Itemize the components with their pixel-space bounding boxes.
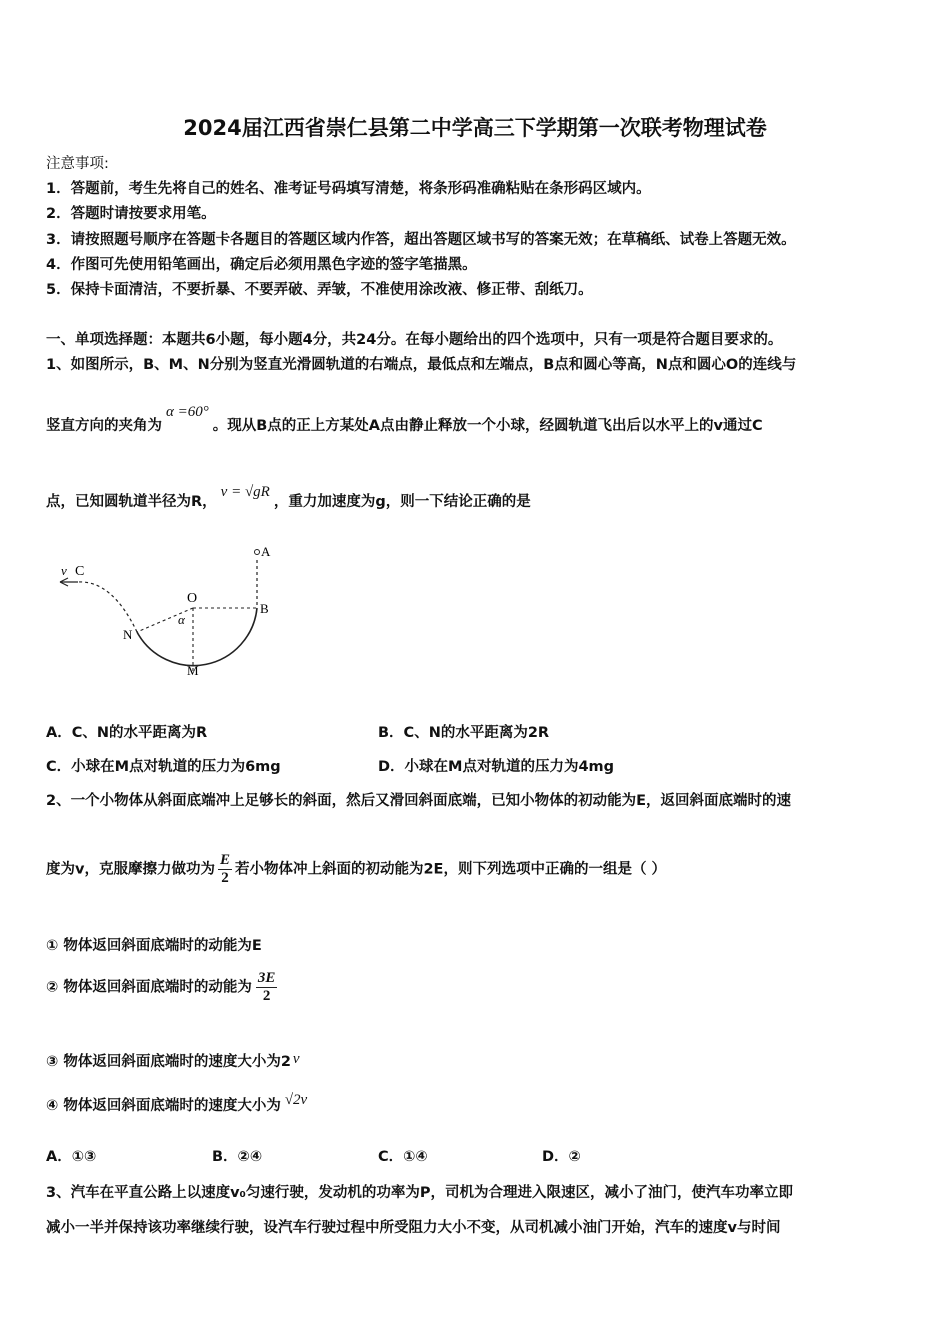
- q3-line1: 3、汽车在平直公路上以速度v₀匀速行驶，发动机的功率为P，司机为合理进入限速区，减小了油门，使汽车功率立即: [46, 1185, 794, 1201]
- section-heading: 一、单项选择题：本题共6小题，每小题4分，共24分。在每小题给出的四个选项中，只有一项是符合题目要求的。: [46, 332, 783, 348]
- q1-line1: 1、如图所示，B、M、N分别为竖直光滑圆轨道的右端点，最低点和左端点，B点和圆心等高，N点和圆心O的连线与: [46, 357, 797, 373]
- work-fraction: [218, 852, 232, 887]
- energy-fraction-num: 3E: [257, 970, 276, 986]
- notice-item-4: 4．作图可先使用铅笔画出，确定后必须用黑色字迹的签字笔描黑。: [46, 257, 477, 273]
- q1-option-d: D．小球在M点对轨道的压力为4mg: [378, 759, 615, 775]
- work-fraction-den: 2: [218, 869, 232, 887]
- q2-option-b: B．②④: [212, 1149, 263, 1165]
- notice-item-5: 5．保持卡面清洁，不要折暴、不要弄破、弄皱，不准使用涂改液、修正带、刮纸刀。: [46, 282, 593, 298]
- label-n: N: [123, 627, 133, 642]
- q2-option-d: D．②: [542, 1149, 581, 1165]
- velocity-symbol: v: [292, 1051, 300, 1067]
- q2-option-a: A．①③: [46, 1149, 97, 1165]
- flight-path: [78, 582, 137, 632]
- q1-option-c: C．小球在M点对轨道的压力为6mg: [46, 759, 281, 775]
- label-a: A: [261, 544, 271, 559]
- notice-item-2: 2．答题时请按要求用笔。: [46, 206, 216, 222]
- q2-statement-3: [46, 1050, 300, 1071]
- q1-line3: [46, 484, 531, 511]
- q2-statement-2-text: ② 物体返回斜面底端时的动能为: [46, 979, 252, 996]
- q2-statement-4-text: ④ 物体返回斜面底端时的速度大小为: [46, 1098, 281, 1114]
- q1-figure: [50, 538, 290, 688]
- circular-track: [137, 608, 257, 666]
- notice-item-1: 1．答题前，考生先将自己的姓名、准考证号码填写清楚，将条形码准确粘贴在条形码区域内。: [46, 181, 651, 197]
- q1-option-b: B．C、N的水平距离为2R: [378, 725, 550, 741]
- energy-fraction-den: 2: [256, 987, 278, 1005]
- q2-statement-2: [46, 970, 277, 1005]
- q3-line2: 减小一半并保持该功率继续行驶，设汽车行驶过程中所受阻力大小不变，从司机减小油门开始，汽车的速度v与时间: [46, 1220, 781, 1236]
- notice-item-3: 3．请按照题号顺序在答题卡各题目的答题区域内作答，超出答题区域书写的答案无效；在草稿纸、试卷上答题无效。: [46, 232, 796, 248]
- q2-option-c: C．①④: [378, 1149, 428, 1165]
- q1-line3a: 点，已知圆轨道半径为R，: [46, 494, 217, 510]
- q1-line2a: 竖直方向的夹角为: [46, 418, 162, 434]
- label-m: M: [187, 663, 199, 678]
- q2-line2a: 度为v，克服摩擦力做功为: [46, 861, 215, 878]
- sqrt-velocity: √2v: [284, 1092, 308, 1108]
- v-formula: v = √gR: [220, 484, 270, 500]
- q1-line2: [46, 404, 763, 435]
- label-b: B: [260, 601, 269, 616]
- notice-heading: 注意事项:: [46, 156, 109, 172]
- label-alpha: α: [178, 612, 185, 627]
- work-fraction-num: E: [219, 852, 230, 868]
- q1-option-a: A．C、N的水平距离为R: [46, 725, 208, 741]
- q2-statement-4: [46, 1094, 307, 1115]
- point-a: [255, 550, 260, 555]
- angle-formula: α =60°: [166, 404, 209, 420]
- energy-fraction: [256, 970, 278, 1005]
- q2-line1: 2、一个小物体从斜面底端冲上足够长的斜面，然后又滑回斜面底端，已知小物体的初动能为E，返回斜面底端时的速: [46, 793, 791, 809]
- q1-line2b: 。现从B点的正上方某处A点由静止释放一个小球，经圆轨道飞出后以水平上的v通过C: [212, 418, 763, 434]
- q2-line2b: 若小物体冲上斜面的初动能为2E，则下列选项中正确的一组是（ ）: [234, 861, 667, 878]
- q2-line2: [46, 852, 666, 887]
- q1-line3b: ，重力加速度为g，则一下结论正确的是: [273, 494, 531, 510]
- page-title: 2024届江西省崇仁县第二中学高三下学期第一次联考物理试卷: [183, 116, 767, 140]
- label-o: O: [187, 591, 198, 606]
- q2-statement-3-text: ③ 物体返回斜面底端时的速度大小为2: [46, 1054, 291, 1070]
- label-c: C: [75, 564, 85, 579]
- label-v: v: [61, 563, 67, 578]
- q2-statement-1: ① 物体返回斜面底端时的动能为E: [46, 938, 262, 954]
